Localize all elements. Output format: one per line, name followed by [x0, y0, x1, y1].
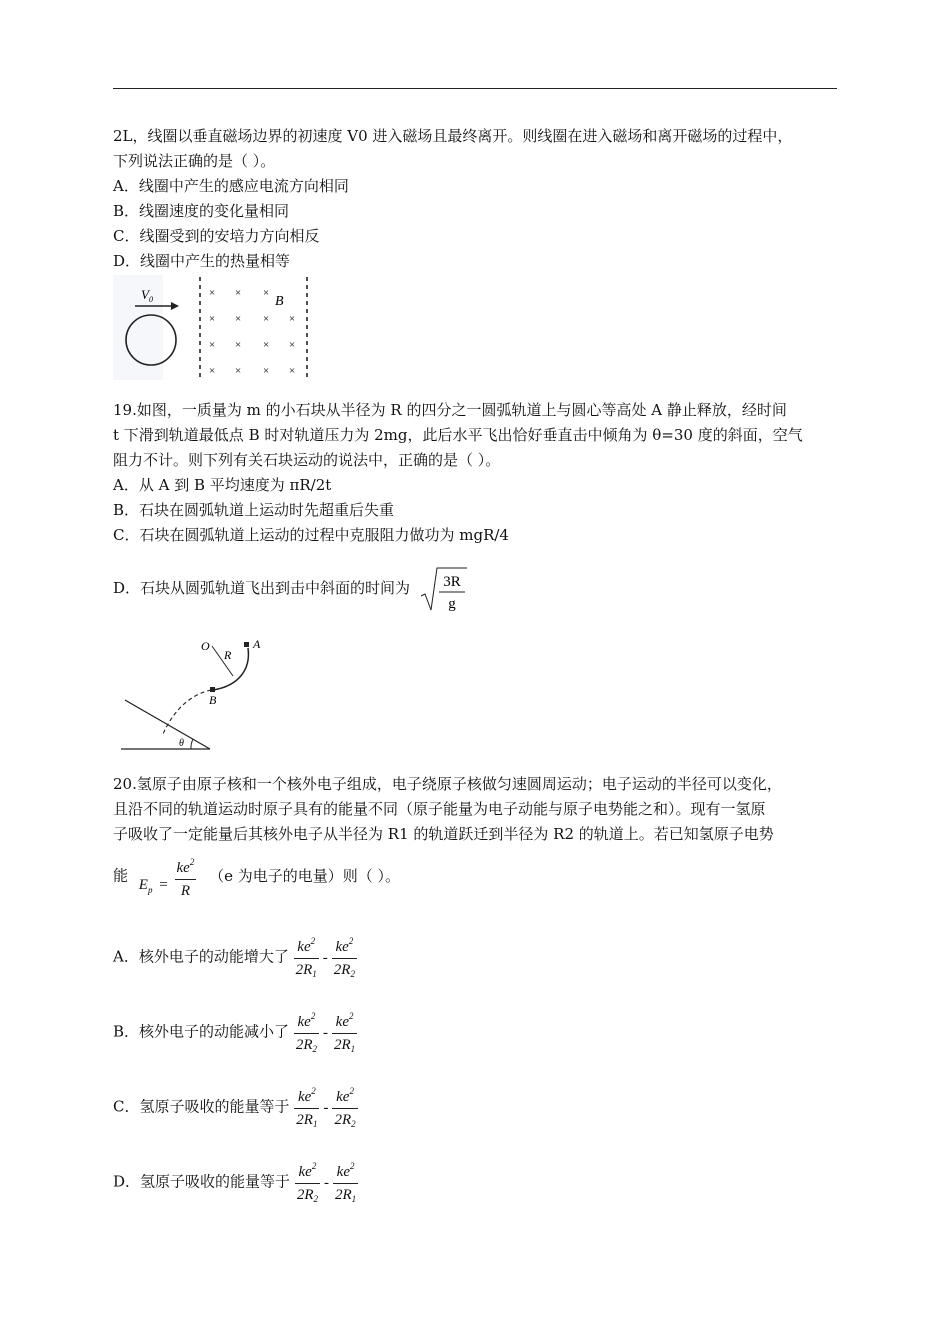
- svg-text:×: ×: [235, 313, 242, 325]
- q18-option-a[interactable]: A．线圈中产生的感应电流方向相同: [113, 177, 349, 195]
- q19-option-d[interactable]: [113, 564, 469, 614]
- q19-option-a[interactable]: A．从 A 到 B 平均速度为 πR/2t: [113, 476, 332, 494]
- q19-stem-line2: t 下滑到轨道最低点 B 时对轨道压力为 2mg，此后水平飞出恰好垂直击中倾角为 θ=30 度的斜面，空气: [113, 426, 803, 444]
- q19-option-b[interactable]: B．石块在圆弧轨道上运动时先超重后失重: [113, 501, 395, 519]
- sqrt-3r-over-g: [419, 564, 469, 614]
- point-a-label: A: [253, 637, 261, 651]
- svg-text:×: ×: [209, 339, 216, 351]
- svg-text:×: ×: [263, 365, 270, 377]
- center-o-label: O: [201, 639, 210, 653]
- b-field-label: B: [275, 294, 284, 309]
- svg-text:×: ×: [263, 339, 270, 351]
- svg-text:×: ×: [235, 365, 242, 377]
- q18-stem-line1: 2L，线圈以垂直磁场边界的初速度 V0 进入磁场且最终离开。则线圈在进入磁场和离开磁场的过程中，: [113, 127, 793, 145]
- q20-stem-line4: 能 $E_p$ = $\frac{ke^2}{R}$ （e 为电子的电量）则（ ）。: [113, 851, 400, 912]
- q20-stem-line3: 子吸收了一定能量后其核外电子从半径为 R1 的轨道跃迁到半径为 R2 的轨道上。若已知氢原子电势: [113, 825, 774, 843]
- svg-text:3R: 3R: [443, 574, 461, 590]
- trajectory: [163, 690, 211, 734]
- svg-text:×: ×: [209, 287, 216, 299]
- header-rule: [113, 88, 837, 89]
- point-b-label: B: [209, 693, 217, 707]
- v0-label: $V_0$: [141, 287, 153, 304]
- svg-text:×: ×: [263, 313, 270, 325]
- q20-option-a[interactable]: A．核外电子的动能增大了 $\frac{ke^2}{2R_1}$ - $\frac{ke^2}{2R_2}$: [113, 930, 357, 985]
- incline: [125, 700, 210, 749]
- q19-option-c[interactable]: C．石块在圆弧轨道上运动的过程中克服阻力做功为 mgR/4: [113, 526, 509, 544]
- q20-option-c[interactable]: C．氢原子吸收的能量等于 $\frac{ke^2}{2R_1}$ - $\frac{ke^2}{2R_2}$: [113, 1080, 358, 1135]
- svg-text:×: ×: [235, 287, 242, 299]
- radius-r-label: R: [224, 648, 232, 662]
- stone-at-a: [244, 642, 249, 647]
- q18-stem-line2: 下列说法正确的是（ ）。: [113, 152, 276, 170]
- q20-stem-line2: 且沿不同的轨道运动时原子具有的能量不同（原子能量为电子动能与原子电势能之和）。现有一氢原: [113, 800, 766, 818]
- q18-option-b[interactable]: B．线圈速度的变化量相同: [113, 202, 290, 220]
- q20-option-d[interactable]: D．氢原子吸收的能量等于 $\frac{ke^2}{2R_2}$ - $\frac{ke^2}{2R_1}$: [113, 1155, 358, 1210]
- svg-text:×: ×: [289, 365, 296, 377]
- q20-stem-line1: 20.氢原子由原子核和一个核外电子组成，电子绕原子核做匀速圆周运动；电子运动的半径可以变化，: [113, 775, 782, 793]
- ep-symbol: $E_p$: [138, 876, 153, 895]
- q19-stem-line3: 阻力不计。则下列有关石块运动的说法中，正确的是（ ）。: [113, 451, 501, 469]
- q18-option-d[interactable]: D．线圈中产生的热量相等: [113, 252, 291, 270]
- q19-option-d-text: D．石块从圆弧轨道飞出到击中斜面的时间为: [113, 579, 411, 597]
- svg-text:×: ×: [263, 287, 270, 299]
- q18-option-c[interactable]: C．线圈受到的安培力方向相反: [113, 227, 320, 245]
- q18-figure: [113, 275, 318, 380]
- svg-text:×: ×: [209, 365, 216, 377]
- svg-text:×: ×: [289, 313, 296, 325]
- theta-label: θ: [179, 738, 184, 749]
- svg-text:×: ×: [209, 313, 216, 325]
- q20-option-b[interactable]: B．核外电子的动能减小了 $\frac{ke^2}{2R_2}$ - $\frac{ke^2}{2R_1}$: [113, 1005, 357, 1060]
- svg-text:g: g: [448, 596, 456, 612]
- ep-fraction: $\frac{ke^2}{R}$: [175, 851, 197, 902]
- q19-figure: [113, 632, 273, 757]
- svg-text:×: ×: [289, 339, 296, 351]
- q19-stem-line1: 19.如图，一质量为 m 的小石块从半径为 R 的四分之一圆弧轨道上与圆心等高处 A 静止释放，经时间: [113, 401, 787, 419]
- svg-text:×: ×: [235, 339, 242, 351]
